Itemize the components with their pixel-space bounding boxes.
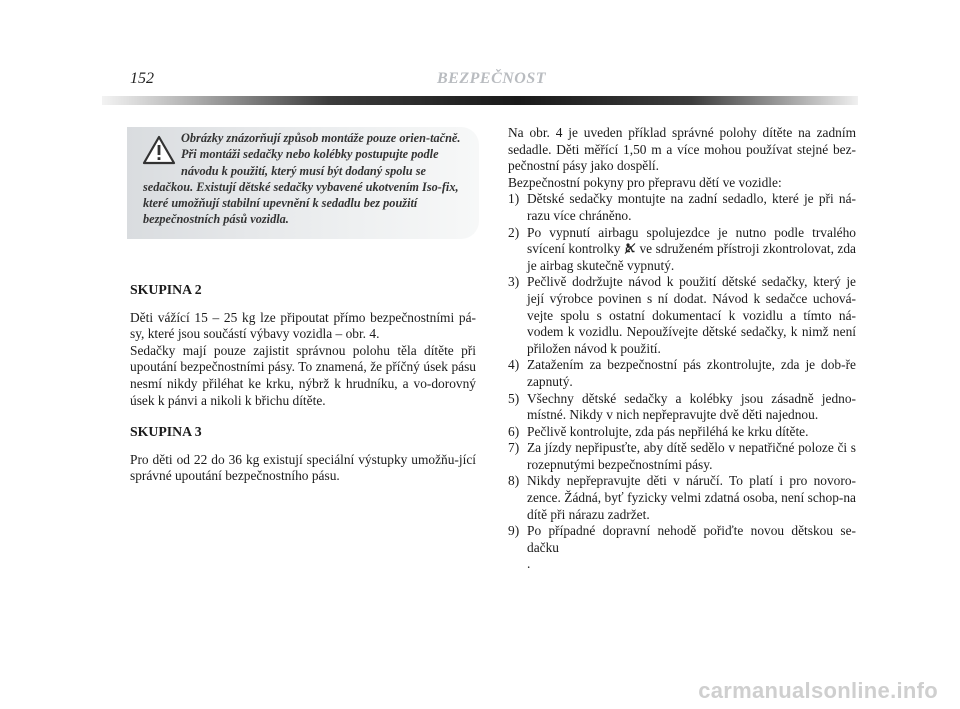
list-item bbox=[508, 424, 856, 441]
list-item-number: 3) bbox=[508, 274, 520, 290]
list-item bbox=[508, 440, 856, 473]
watermark: carmanualsonline.info bbox=[698, 678, 938, 703]
list-item bbox=[508, 391, 856, 424]
warning-text: Obrázky znázorňují způsob montáže pouze orien-tačně. Při montáži sedačky nebo kolébky postupujte podle návodu k použití, který musí být dodaný spolu se sedačkou. Existují dětské sedačky vybavené ukotvením Iso-fix, které umožňují stabilní upevnění k sedadlu bez použití bezpečnostních pásů vozidla. bbox=[143, 131, 461, 227]
list-item-number: 7) bbox=[508, 440, 520, 456]
list-item bbox=[508, 523, 856, 556]
warning-text-block bbox=[143, 130, 471, 228]
group2-paragraph-2: Sedačky mají pouze zajistit správnou polohu těla dítěte při upoutání bezpečnostními pásy. To znamená, že příčný úsek pásu nesmí nikdy přiléhat ke krku, nýbrž k hrudníku, a vo-dorovný úsek k pánvi a nikoli k břichu dítěte. bbox=[130, 342, 476, 408]
instructions-heading: Bezpečnostní pokyny pro přepravu dětí ve vozidle: bbox=[508, 174, 782, 190]
group2-heading: SKUPINA 2 bbox=[130, 282, 202, 297]
list-item-number: 1) bbox=[508, 191, 520, 207]
intro-paragraph: Na obr. 4 je uveden příklad správné polohy dítěte na zadním sedadle. Děti měřící 1,50 m a více mohou používat stejné bez-pečnostní pásy jako dospělí. bbox=[508, 125, 856, 174]
right-column bbox=[508, 125, 856, 573]
list-item-text: Všechny dětské sedačky a kolébky jsou zásadně jedno-místné. Nikdy v nich nepřepravujte dvě děti najednou. bbox=[527, 390, 856, 423]
list-item-text: Pečlivě kontrolujte, zda pás nepřiléhá ke krku dítěte. bbox=[527, 423, 809, 439]
list-item-number: 2) bbox=[508, 224, 520, 240]
list-item-text: Za jízdy nepřipusťte, aby dítě sedělo v nepatřičné poloze či s rozepnutými bezpečnostními pásy. bbox=[527, 440, 856, 472]
trailing-dot: . bbox=[527, 556, 531, 572]
list-item bbox=[508, 225, 856, 275]
spacer bbox=[130, 409, 476, 424]
page-number: 152 bbox=[130, 70, 154, 87]
airbag-off-icon bbox=[624, 243, 636, 254]
list-item-text: Po případné dopravní nehodě pořiďte novou dětskou se-dačku bbox=[527, 523, 856, 555]
list-item-number: 6) bbox=[508, 423, 520, 439]
list-item-number: 4) bbox=[508, 357, 520, 373]
group3-heading: SKUPINA 3 bbox=[130, 424, 202, 440]
header-rule bbox=[102, 96, 858, 105]
group2-paragraph-1: Děti vážící 15 – 25 kg lze připoutat přímo bezpečnostními pá-sy, které jsou součástí výbavy vozidla – obr. 4. bbox=[130, 309, 476, 342]
instructions-list bbox=[508, 191, 856, 556]
list-item-number: 5) bbox=[508, 390, 520, 406]
list-item bbox=[508, 357, 856, 390]
left-column bbox=[130, 282, 476, 485]
list-item-text: ve sdruženém přístroji zkontrolovat, zda je airbag skutečně vypnutý. bbox=[527, 241, 856, 273]
section-title: BEZPEČNOST bbox=[437, 70, 547, 87]
group3-paragraph-1: Pro děti od 22 do 36 kg existují speciální výstupky umožňu-jící správné upoutání bezpečnostního pásu. bbox=[130, 451, 476, 484]
list-item-number: 8) bbox=[508, 473, 520, 489]
list-item-text: Pečlivě dodržujte návod k použití dětské sedačky, který je její výrobce povinen s ní dodat. Návod k sedačce uchová-vejte spolu s ostatní dokumentací k vozidlu a tímto ná-vodem k vozidlu. Nepoužívejte dětské sedačky, k nimž není přiložen návod k použití. bbox=[527, 274, 856, 356]
list-item-text: Dětské sedačky montujte na zadní sedadlo, které je při ná-razu více chráněno. bbox=[527, 191, 856, 223]
list-item bbox=[508, 473, 856, 523]
list-item-text: Nikdy nepřepravujte děti v náručí. To platí i pro novoro-zence. Žádná, byť fyzicky velmi zdatná osoba, není schop-na dítě při nárazu zadržet. bbox=[527, 473, 856, 522]
list-item-text: Po vypnutí airbagu spolujezdce je nutno podle trvalého svícení kontrolky bbox=[527, 224, 856, 257]
list-item-number: 9) bbox=[508, 523, 520, 539]
list-item bbox=[508, 191, 856, 224]
list-item-text: Zatažením za bezpečnostní pás zkontrolujte, zda je dob-ře zapnutý. bbox=[527, 357, 856, 389]
list-item bbox=[508, 274, 856, 357]
